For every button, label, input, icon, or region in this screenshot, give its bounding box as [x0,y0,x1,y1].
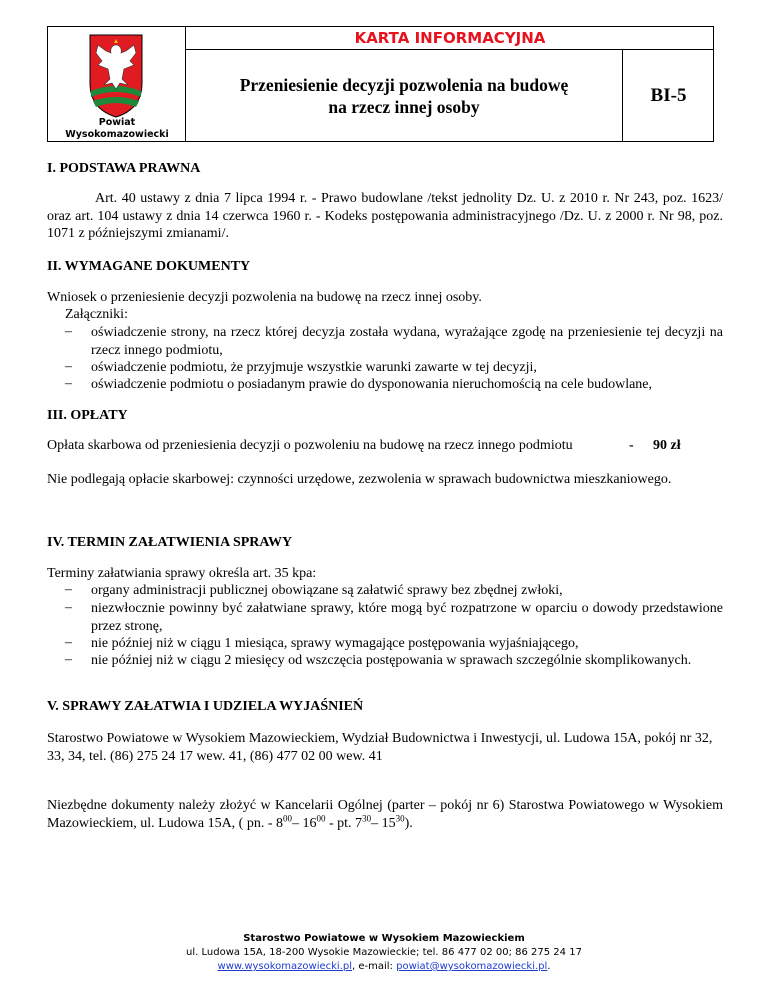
section-heading: I. PODSTAWA PRAWNA [47,161,201,176]
list-bullet: – [65,600,72,615]
footer-address: ul. Ludowa 15A, 18-200 Wysokie Mazowieckie; tel. 86 477 02 00; 86 275 24 17 [186,947,582,958]
list-bullet: – [65,324,72,339]
footer-end: . [547,961,551,972]
fee-text: Opłata skarbowa od przeniesienia decyzji o pozwoleniu na budowę na rzecz innego podmiotu [47,438,573,453]
documents-text-part: – 15 [371,815,396,831]
exemption-text: Nie podlegają opłacie skarbowej: czynności urzędowe, zezwolenia w sprawach budownictwa mieszkaniowego. [47,472,672,487]
footer-title: Starostwo Powiatowe w Wysokiem Mazowieckiem [243,933,525,944]
section-heading: V. SPRAWY ZAŁATWIA I UDZIELA WYJAŚNIEŃ [47,699,364,714]
documents-text-part: – 16 [292,815,317,831]
list-bullet: – [65,582,72,597]
fee-dash: - [629,438,634,453]
application-text: Wniosek o przeniesienie decyzji pozwolenia na budowę na rzecz innej osoby. [47,290,482,305]
list-item: nie później niż w ciągu 2 miesięcy od wszczęcia postępowania w sprawach szczególnie skomplikowanych. [91,653,692,668]
list-item: oświadczenie podmiotu, że przyjmuje wszystkie warunki zawarte w tej decyzji, [91,360,537,375]
website-link[interactable]: www.wysokomazowiecki.pl [217,961,353,972]
office-text: Starostwo Powiatowe w Wysokiem Mazowieckiem, Wydział Budownictwa i Inwestycji, ul. Ludowa 15A, pokój nr 32, 33, 34, tel. (86) 275 24 17 wew. 41, (86) 477 02 00 wew. 41 [47,731,713,764]
coat-of-arms-icon [62,31,170,119]
hours-sup: 00 [283,812,292,823]
list-bullet: – [65,652,72,667]
footer-contact [0,960,768,974]
title-line: na rzecz innej osoby [328,97,480,117]
card-label: KARTA INFORMACYJNA [354,29,546,47]
section-heading: IV. TERMIN ZAŁATWIENIA SPRAWY [47,535,293,550]
documents-text-part: Niezbędne dokumenty należy złożyć w Kancelarii Ogólnej (parter – pokój nr 6) Starostwa Powiatowego w Wysokiem Mazowieckiem, ul. Ludowa 15A, ( pn. - 8 [47,798,723,831]
attachments-label: Załączniki: [65,307,128,322]
county-line: Powiat [98,117,136,128]
documents-text-part: - pt. 7 [325,815,363,831]
hours-sup: 30 [362,812,372,823]
county-line: Wysokomazowiecki [65,129,169,140]
header-table [47,26,714,142]
documents-text-part: ). [404,815,413,831]
page-title [186,51,622,141]
county-name [48,117,186,141]
legal-basis-text: Art. 40 ustawy z dnia 7 lipca 1994 r. - Prawo budowlane /tekst jednolity Dz. U. z 2010 r. Nr 243, poz. 1623/ oraz art. 104 ustawy z dnia 14 czerwca 1960 r. - Kodeks postępowania administracyjnego /Dz. U. z 2000 r. Nr 98, poz. 1071 z późniejszymi zmianami/. [47,191,723,241]
list-item: niezwłocznie powinny być załatwiane sprawy, które mogą być rozpatrzone w oparciu o dowody przedstawione przez stronę, [91,601,723,634]
list-item: organy administracji publicznej obowiązane są załatwić sprawy bez zbędnej zwłoki, [91,583,563,598]
title-line: Przeniesienie decyzji pozwolenia na budowę [239,75,569,95]
list-item: oświadczenie strony, na rzecz której decyzja została wydana, wyrażające zgodę na przeniesienie tej decyzji na rzecz innego podmiotu, [91,325,723,358]
document-code: BI-5 [650,85,687,106]
list-bullet: – [65,359,72,374]
fee-amount: 90 zł [653,438,681,453]
email-link[interactable]: powiat@wysokomazowiecki.pl [396,961,548,972]
section-heading: III. OPŁATY [47,408,128,423]
list-bullet: – [65,635,72,650]
list-item: oświadczenie podmiotu o posiadanym prawie do dysponowania nieruchomością na cele budowlane, [91,377,653,392]
email-label: , e-mail: [352,961,397,972]
hours-sup: 00 [316,812,326,823]
hours-sup: 30 [395,812,405,823]
documents-text [47,797,723,832]
section-heading: II. WYMAGANE DOKUMENTY [47,259,251,274]
deadline-intro: Terminy załatwiania sprawy określa art. 35 kpa: [47,566,317,581]
list-item: nie później niż w ciągu 1 miesiąca, sprawy wymagające postępowania wyjaśniającego, [91,636,579,651]
list-bullet: – [65,376,72,391]
